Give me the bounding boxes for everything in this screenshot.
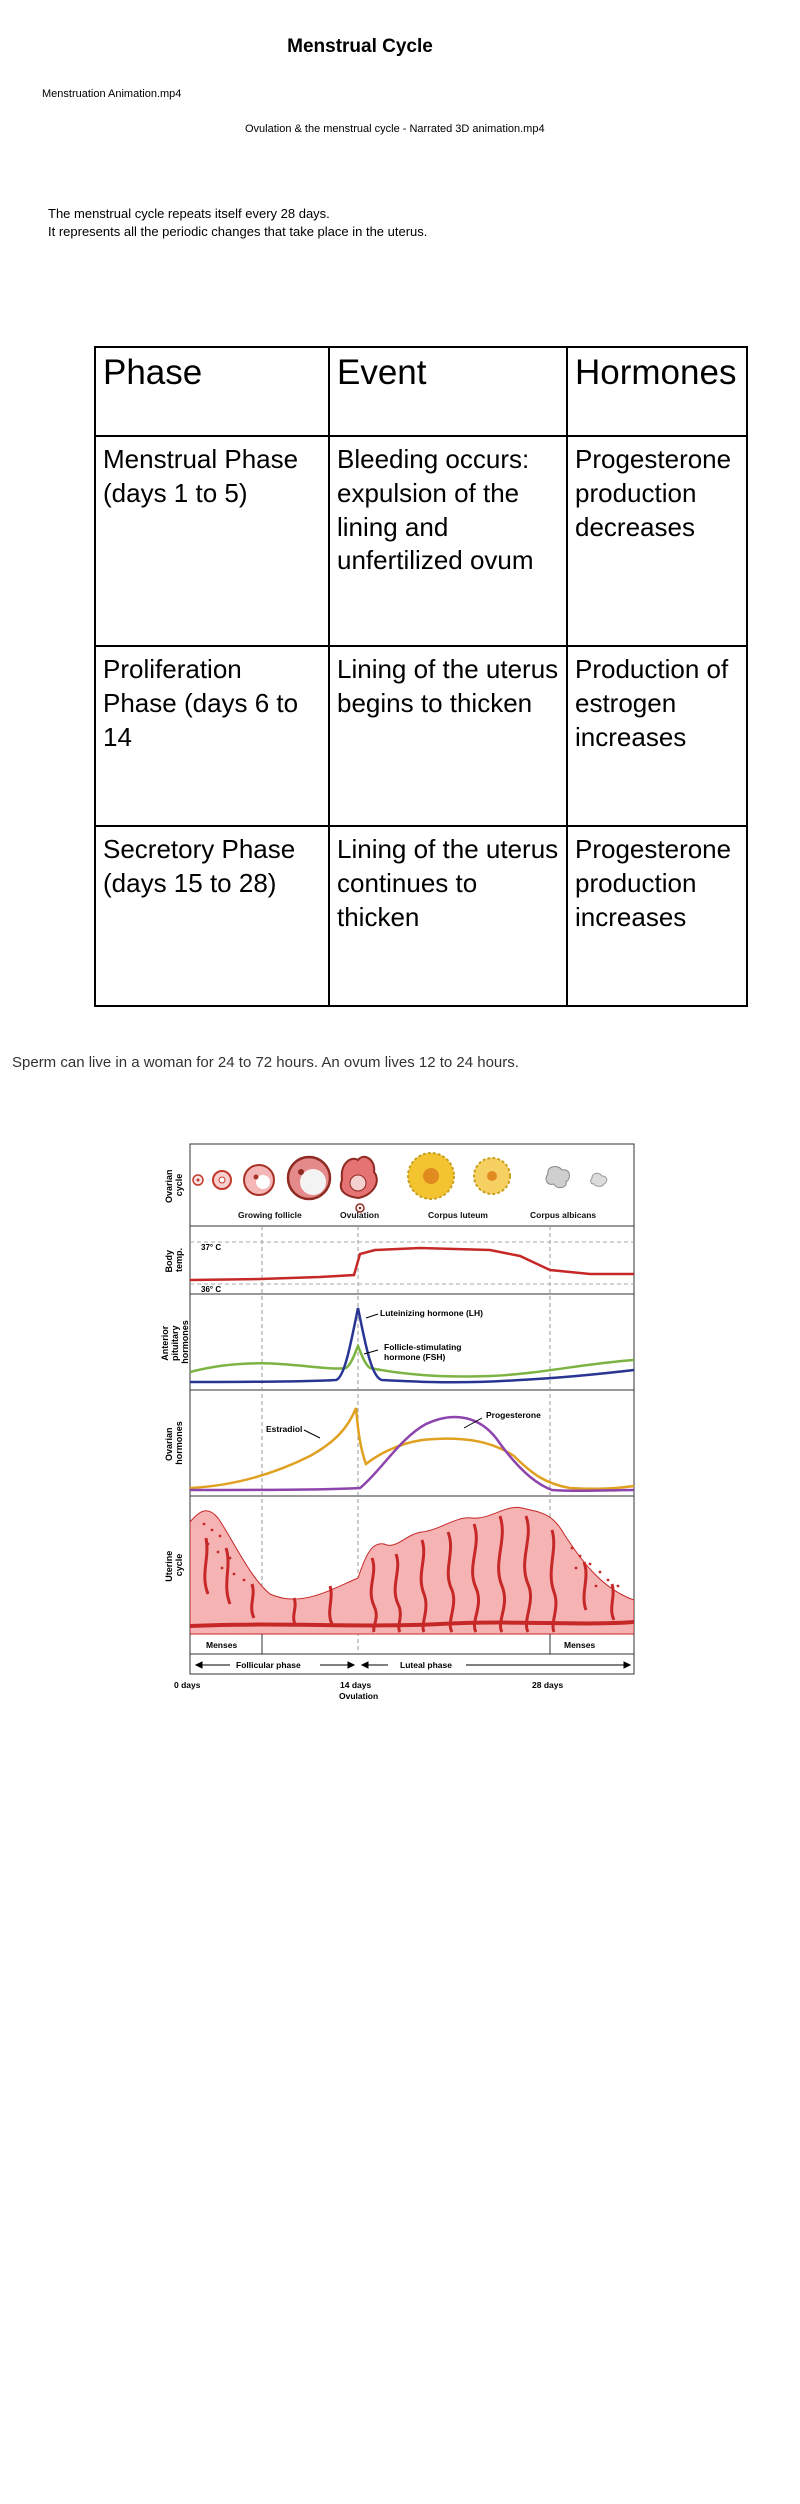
- hormones-cell: Progesterone production increases: [567, 826, 747, 1006]
- body-temp-chart: [190, 1242, 634, 1294]
- lh-label: Luteinizing hormone (LH): [380, 1308, 483, 1318]
- pituitary-hormone-chart: [190, 1308, 634, 1382]
- label-ovarian-cycle: Ovarian cycle: [164, 1169, 184, 1204]
- header-hormones: Hormones: [567, 347, 747, 436]
- stage-label-corpus-luteum: Corpus luteum: [428, 1210, 488, 1220]
- phase-table: [94, 346, 748, 1007]
- phase-cell: Secretory Phase (days 15 to 28): [95, 826, 329, 1006]
- event-cell: Lining of the uterus begins to thicken: [329, 646, 567, 826]
- estradiol-label: Estradiol: [266, 1424, 303, 1434]
- day-label-0: 0 days: [174, 1680, 201, 1690]
- temp-label-36: 36° C: [201, 1285, 222, 1294]
- intro-line-cycle-length: The menstrual cycle repeats itself every 28 days.: [48, 206, 330, 221]
- table-header-row: [95, 347, 747, 436]
- uterine-lining: [190, 1507, 634, 1634]
- estradiol-curve: [190, 1408, 634, 1489]
- endometrium-body: [190, 1507, 634, 1634]
- table-row: [95, 436, 747, 646]
- intro-line-description: It represents all the periodic changes that take place in the uterus.: [48, 224, 428, 239]
- day-label-14: 14 days: [340, 1680, 372, 1690]
- menstruation-video-link[interactable]: Menstruation Animation.mp4: [42, 88, 182, 100]
- table-row: [95, 826, 747, 1006]
- label-uterine-cycle: Uterine cycle: [164, 1550, 184, 1582]
- event-cell: Lining of the uterus continues to thicken: [329, 826, 567, 1006]
- phase-cell: Proliferation Phase (days 6 to 14: [95, 646, 329, 826]
- phase-cell: Menstrual Phase (days 1 to 5): [95, 436, 329, 646]
- menses-label-start: Menses: [206, 1640, 238, 1650]
- label-pituitary-hormones: Anterior pituitary hormones: [160, 1320, 190, 1364]
- luteal-phase-label: Luteal phase: [400, 1660, 452, 1670]
- hormones-cell: Production of estrogen increases: [567, 646, 747, 826]
- stage-label-ovulation: Ovulation: [340, 1210, 380, 1220]
- header-phase: Phase: [95, 347, 329, 436]
- menstrual-cycle-diagram: [160, 1138, 640, 1702]
- ovarian-hormone-chart: [190, 1408, 634, 1491]
- temp-label-37: 37° C: [201, 1243, 222, 1252]
- hormones-cell: Progesterone production decreases: [567, 436, 747, 646]
- progesterone-label: Progesterone: [486, 1410, 541, 1420]
- ovarian-follicles: [193, 1153, 607, 1212]
- page-title: Menstrual Cycle: [287, 36, 433, 57]
- corpus-albicans-large: [546, 1167, 569, 1188]
- label-body-temp: Body temp.: [164, 1247, 184, 1273]
- event-cell: Bleeding occurs: expulsion of the lining and unfertilized ovum: [329, 436, 567, 646]
- progesterone-curve: [190, 1417, 634, 1491]
- body-temp-curve: [190, 1248, 634, 1280]
- sperm-lifespan-note: Sperm can live in a woman for 24 to 72 hours. An ovum lives 12 to 24 hours.: [12, 1054, 519, 1071]
- day-label-28: 28 days: [532, 1680, 564, 1690]
- label-ovarian-hormones: Ovarian hormones: [164, 1421, 184, 1465]
- table-row: [95, 646, 747, 826]
- follicular-phase-label: Follicular phase: [236, 1660, 301, 1670]
- menses-markers: [206, 1634, 595, 1654]
- menses-label-end: Menses: [564, 1640, 596, 1650]
- header-event: Event: [329, 347, 567, 436]
- stage-label-corpus-albicans: Corpus albicans: [530, 1210, 597, 1220]
- ovulation-video-link[interactable]: Ovulation & the menstrual cycle - Narrated 3D animation.mp4: [245, 123, 545, 135]
- corpus-albicans-small: [591, 1173, 607, 1186]
- ovulation-day-label: Ovulation: [339, 1691, 379, 1701]
- stage-label-growing-follicle: Growing follicle: [238, 1210, 302, 1220]
- fsh-label: Follicle-stimulating hormone (FSH): [384, 1342, 462, 1362]
